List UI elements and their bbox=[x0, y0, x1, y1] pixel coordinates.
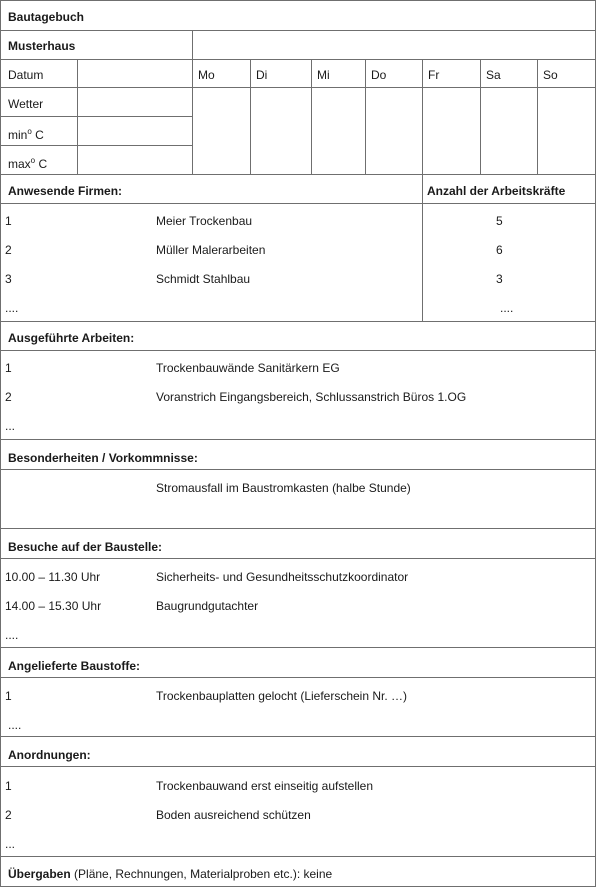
visit-description: Baugrundgutachter bbox=[156, 599, 259, 613]
visit-description: Sicherheits- und Gesundheitsschutzkoordinator bbox=[156, 570, 409, 584]
company-name: Schmidt Stahlbau bbox=[156, 272, 251, 286]
rule bbox=[365, 59, 366, 174]
order-number: 2 bbox=[5, 808, 12, 822]
work-number: 1 bbox=[5, 361, 12, 375]
rule bbox=[250, 59, 251, 174]
work-number: 2 bbox=[5, 390, 12, 404]
rule bbox=[0, 558, 596, 559]
form-title: Bautagebuch bbox=[8, 10, 85, 24]
visit-time: 14.00 – 15.30 Uhr bbox=[5, 599, 102, 613]
rule bbox=[0, 321, 596, 322]
visit-time: 10.00 – 11.30 Uhr bbox=[5, 570, 101, 584]
order-number: ... bbox=[5, 837, 16, 851]
rule bbox=[422, 174, 423, 321]
company-number: 1 bbox=[5, 214, 12, 228]
rule bbox=[0, 469, 596, 470]
rule bbox=[0, 856, 596, 857]
date-field[interactable] bbox=[78, 60, 192, 87]
work-description: Voranstrich Eingangsbereich, Schlussanstrich Büros 1.OG bbox=[156, 390, 467, 404]
company-name: Meier Trockenbau bbox=[156, 214, 253, 228]
rule bbox=[0, 174, 596, 175]
rule bbox=[311, 59, 312, 174]
order-number: 1 bbox=[5, 779, 12, 793]
min-temp-label: $\min^o C$ bbox=[8, 127, 44, 142]
company-number: 3 bbox=[5, 272, 12, 286]
weather-label: Wetter bbox=[8, 97, 44, 111]
rule bbox=[0, 677, 596, 678]
handover-label: Übergaben bbox=[8, 867, 71, 881]
orders-heading: Anordnungen: bbox=[8, 748, 91, 762]
worker-count: .... bbox=[500, 301, 514, 315]
weekday-do: Do bbox=[371, 68, 387, 82]
weather-field[interactable] bbox=[78, 88, 192, 116]
company-number: .... bbox=[5, 301, 19, 315]
form-border-left bbox=[0, 0, 1, 887]
companies-heading: Anwesende Firmen: bbox=[8, 184, 123, 198]
weekday-fr: Fr bbox=[428, 68, 440, 82]
works-heading: Ausgeführte Arbeiten: bbox=[8, 331, 135, 345]
form-border-top bbox=[0, 0, 596, 1]
worker-count: 5 bbox=[496, 214, 503, 228]
rule bbox=[537, 59, 538, 174]
incident-description: Stromausfall im Baustromkasten (halbe Stunde) bbox=[156, 481, 411, 495]
weekday-sa: Sa bbox=[486, 68, 501, 82]
order-description: Boden ausreichend schützen bbox=[156, 808, 311, 822]
rule bbox=[0, 439, 596, 440]
visits-heading: Besuche auf der Baustelle: bbox=[8, 540, 163, 554]
rule bbox=[0, 766, 596, 767]
handover-text: (Pläne, Rechnungen, Materialproben etc.): keine bbox=[70, 867, 333, 881]
max-temp-field[interactable] bbox=[78, 146, 192, 174]
company-name: Müller Malerarbeiten bbox=[156, 243, 266, 257]
weekday-di: Di bbox=[256, 68, 268, 82]
rule bbox=[0, 736, 596, 737]
work-number: ... bbox=[5, 419, 16, 433]
handover-line bbox=[8, 867, 332, 881]
order-description: Trockenbauwand erst einseitig aufstellen bbox=[156, 779, 374, 793]
incidents-heading: Besonderheiten / Vorkommnisse: bbox=[8, 451, 198, 465]
max-temp-label: $\max^o C$ bbox=[8, 156, 48, 171]
material-description: Trockenbauplatten gelocht (Lieferschein Nr. …) bbox=[156, 689, 408, 703]
rule bbox=[0, 30, 596, 31]
rule bbox=[192, 30, 193, 174]
visit-time: .... bbox=[5, 628, 19, 642]
date-label: Datum bbox=[8, 68, 44, 82]
weekday-mo: Mo bbox=[198, 68, 215, 82]
workers-heading: Anzahl der Arbeitskräfte bbox=[427, 184, 566, 198]
material-number: 1 bbox=[5, 689, 12, 703]
work-description: Trockenbauwände Sanitärkern EG bbox=[156, 361, 340, 375]
company-number: 2 bbox=[5, 243, 12, 257]
rule bbox=[0, 647, 596, 648]
worker-count: 6 bbox=[496, 243, 503, 257]
weekday-so: So bbox=[543, 68, 558, 82]
worker-count: 3 bbox=[496, 272, 503, 286]
weekday-mi: Mi bbox=[317, 68, 330, 82]
rule bbox=[0, 528, 596, 529]
rule bbox=[0, 350, 596, 351]
min-temp-field[interactable] bbox=[78, 117, 192, 145]
project-name: Musterhaus bbox=[8, 39, 76, 53]
rule bbox=[0, 203, 596, 204]
rule bbox=[422, 59, 423, 174]
materials-heading: Angelieferte Baustoffe: bbox=[8, 659, 141, 673]
rule bbox=[480, 59, 481, 174]
material-number: .... bbox=[8, 718, 22, 732]
